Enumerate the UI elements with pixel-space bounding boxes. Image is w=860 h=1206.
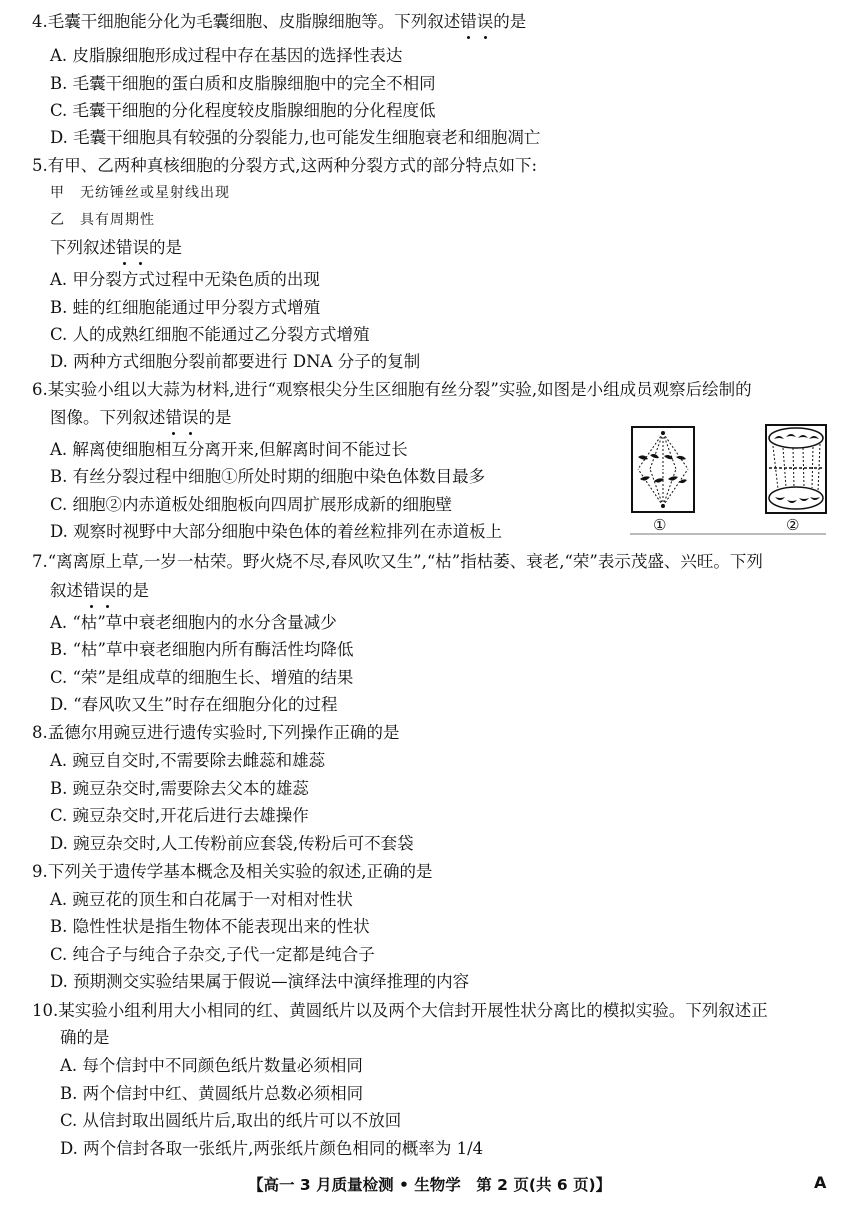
footer-text: 【高一 3 月质量检测 • 生物学 第 2 页(共 6 页)】 [248,1176,612,1194]
q7-option-a: A. “枯”草中衰老细胞内的水分含量减少 [50,613,337,632]
question-7-stem: 7.“离离原上草,一岁一枯荣。野火烧不尽,春风吹又生”,“枯”指枯萎、衰老,“荣”表示茂盛、兴旺。下列 [32,552,763,571]
emphasis-mark: 错误 [166,408,199,427]
question-8-stem: 8.孟德尔用豌豆进行遗传实验时,下列操作正确的是 [32,723,400,742]
q8-option-a: A. 豌豆自交时,不需要除去雌蕊和雄蕊 [50,751,326,770]
q5-option-d: D. 两种方式细胞分裂前都要进行 DNA 分子的复制 [50,352,421,371]
question-9-stem: 9.下列关于遗传学基本概念及相关实验的叙述,正确的是 [32,862,433,881]
cell-1-spindle [638,433,688,506]
q6-option-b: B. 有丝分裂过程中细胞①所处时期的细胞中染色体数目最多 [50,467,486,486]
emphasis-mark: 错误 [116,238,149,257]
q9-option-c: C. 纯合子与纯合子杂交,子代一定都是纯合子 [50,945,375,964]
emphasis-mark: 错误 [460,12,493,31]
question-6-stem: 6.某实验小组以大蒜为材料,进行“观察根尖分生区细胞有丝分裂”实验,如图是小组成员观察后绘制的 [32,380,752,399]
q5-feature-yi: 乙 具有周期性 [50,212,155,228]
q4-option-d: D. 毛囊干细胞具有较强的分裂能力,也可能发生细胞衰老和细胞凋亡 [50,128,541,147]
q5-feature-jia: 甲 无纺锤丝或星射线出现 [50,185,230,201]
q7-option-c: C. “荣”是组成草的细胞生长、增殖的结果 [50,668,354,687]
q6-option-d: D. 观察时视野中大部分细胞中染色体的着丝粒排列在赤道板上 [50,522,503,541]
question-4-stem: 4.毛囊干细胞能分化为毛囊细胞、皮脂腺细胞等。下列叙述错误的是 [32,8,526,36]
paper-version: A [814,1173,827,1192]
question-7-stem-cont: 叙述错误的是 [50,577,149,605]
q9-option-a: A. 豌豆花的顶生和白花属于一对相对性状 [50,890,353,909]
q4-option-a: A. 皮脂腺细胞形成过程中存在基因的选择性表达 [50,46,403,65]
question-5-stem: 5.有甲、乙两种真核细胞的分裂方式,这两种分裂方式的部分特点如下: [32,156,538,175]
q4-option-c: C. 毛囊干细胞的分化程度较皮脂腺细胞的分化程度低 [50,101,436,120]
q5-option-c: C. 人的成熟红细胞不能通过乙分裂方式增殖 [50,325,370,344]
q4-option-b: B. 毛囊干细胞的蛋白质和皮脂腺细胞中的完全不相同 [50,74,436,93]
figure-label-1: ① [653,516,667,534]
q9-option-d: D. 预期测交实验结果属于假说—演绎法中演绎推理的内容 [50,972,470,991]
q6-option-a: A. 解离使细胞相互分离开来,但解离时间不能过长 [50,440,408,459]
question-10-stem-cont: 确的是 [60,1028,110,1047]
q10-option-c: C. 从信封取出圆纸片后,取出的纸片可以不放回 [60,1111,402,1130]
q7-option-d: D. “春风吹又生”时存在细胞分化的过程 [50,695,338,714]
q10-option-b: B. 两个信封中红、黄圆纸片总数必须相同 [60,1084,364,1103]
question-10-stem: 10.某实验小组利用大小相同的红、黄圆纸片以及两个大信封开展性状分离比的模拟实验。下列叙述正 [32,1001,768,1020]
q10-option-d: D. 两个信封各取一张纸片,两张纸片颜色相同的概率为 1/4 [60,1139,484,1158]
emphasis-mark: 错误 [83,581,116,600]
question-6-stem-cont: 图像。下列叙述错误的是 [50,404,232,432]
q6-option-c: C. 细胞②内赤道板处细胞板向四周扩展形成新的细胞壁 [50,495,453,514]
q5-option-b: B. 蛙的红细胞能通过甲分裂方式增殖 [50,298,321,317]
q10-option-a: A. 每个信封中不同颜色纸片数量必须相同 [60,1056,363,1075]
q8-option-d: D. 豌豆杂交时,人工传粉前应套袋,传粉后可不套袋 [50,834,414,853]
q5-lead: 下列叙述错误的是 [50,234,182,262]
q8-option-c: C. 豌豆杂交时,开花后进行去雄操作 [50,806,309,825]
figure-label-2: ② [786,516,800,534]
mitosis-figure [628,421,828,541]
q5-option-a: A. 甲分裂方式过程中无染色质的出现 [50,270,320,289]
q9-option-b: B. 隐性性状是指生物体不能表现出来的性状 [50,917,370,936]
q8-option-b: B. 豌豆杂交时,需要除去父本的雄蕊 [50,779,309,798]
q7-option-b: B. “枯”草中衰老细胞内所有酶活性均降低 [50,640,354,659]
